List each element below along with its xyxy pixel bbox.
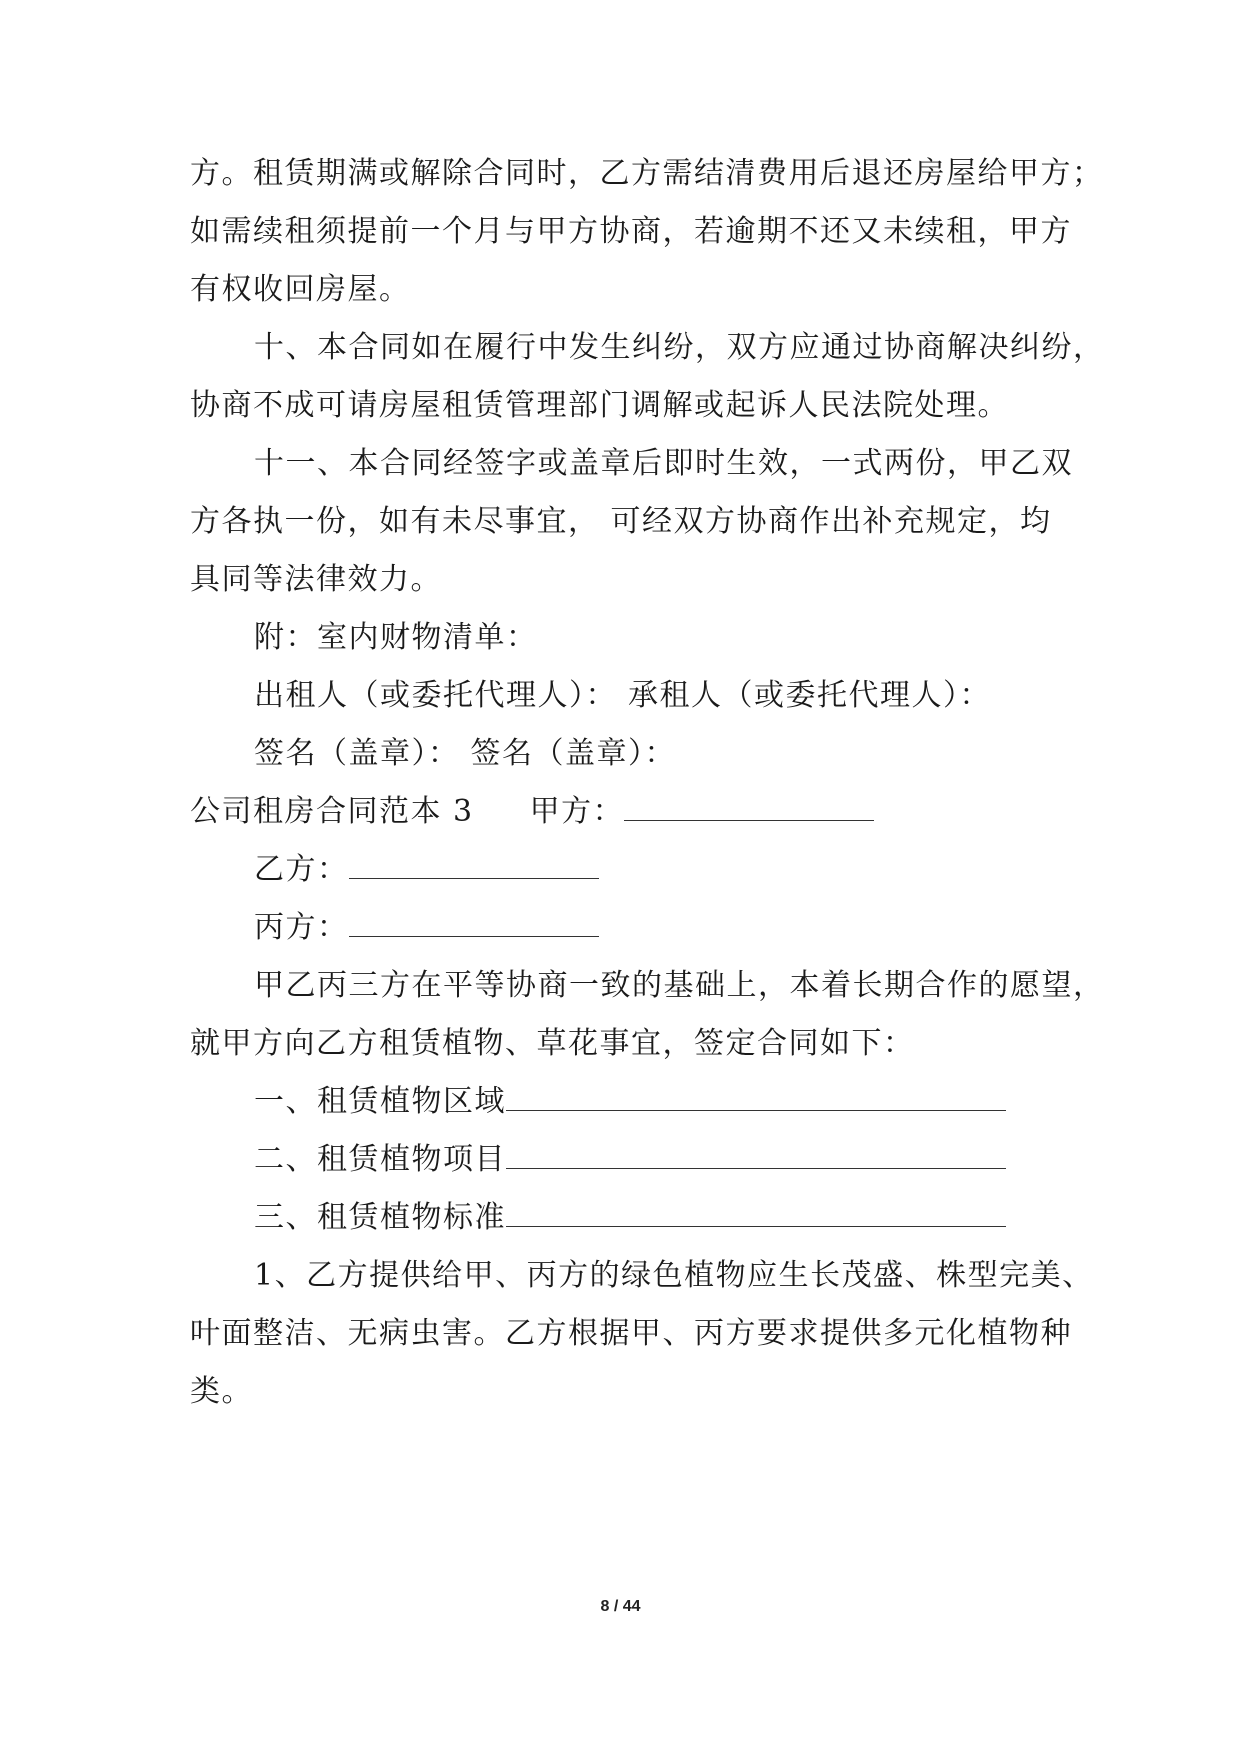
preamble-line: 就甲方向乙方租赁植物、草花事宜，签定合同如下： xyxy=(190,1026,915,1061)
rental-standard-label: 三、租赁植物标准 xyxy=(254,1200,506,1235)
party-b-blank xyxy=(349,852,599,879)
rental-items-line xyxy=(254,1140,1006,1180)
lessor-lessee-line: 出租人（或委托代理人）： 承租人（或委托代理人）： xyxy=(254,678,992,713)
contract-title: 公司租房合同范本 3 xyxy=(190,794,474,829)
paragraph-line: 如需续租须提前一个月与甲方协商，若逾期不还又未续租，甲方 xyxy=(190,214,1072,249)
rental-area-label: 一、租赁植物区域 xyxy=(254,1084,506,1119)
paragraph-line: 有权收回房屋。 xyxy=(190,272,411,307)
party-c-blank xyxy=(349,910,599,937)
standard-item-line: 叶面整洁、无病虫害。乙方根据甲、丙方要求提供多元化植物种 xyxy=(190,1316,1072,1351)
attachment-line: 附：室内财物清单： xyxy=(254,620,538,655)
party-a-blank xyxy=(624,794,874,821)
preamble-line: 甲乙丙三方在平等协商一致的基础上，本着长期合作的愿望， xyxy=(254,968,1105,1003)
party-b-line xyxy=(254,850,599,890)
party-c-label: 丙方： xyxy=(254,910,349,945)
clause-11-line: 方各执一份，如有未尽事宜， 可经双方协商作出补充规定，均 xyxy=(190,504,1052,539)
rental-items-label: 二、租赁植物项目 xyxy=(254,1142,506,1177)
clause-10-line: 十、本合同如在履行中发生纠纷，双方应通过协商解决纠纷， xyxy=(254,330,1105,365)
party-a-label: 甲方： xyxy=(529,794,625,829)
rental-items-blank xyxy=(506,1142,1006,1169)
rental-area-line xyxy=(254,1082,1006,1122)
standard-item-line: 1、乙方提供给甲、丙方的绿色植物应生长茂盛、株型完美、 xyxy=(254,1258,1094,1293)
party-c-line xyxy=(254,908,599,948)
rental-standard-blank xyxy=(506,1200,1006,1227)
rental-standard-line xyxy=(254,1198,1006,1238)
party-b-label: 乙方： xyxy=(254,852,349,887)
signature-line: 签名（盖章）： 签名（盖章）： xyxy=(254,736,677,771)
page-number: 8 / 44 xyxy=(600,1598,641,1615)
clause-10-line: 协商不成可请房屋租赁管理部门调解或起诉人民法院处理。 xyxy=(190,388,1009,423)
paragraph-line: 方。租赁期满或解除合同时，乙方需结清费用后退还房屋给甲方； xyxy=(190,156,1104,191)
standard-item-line: 类。 xyxy=(190,1374,253,1409)
clause-11-line: 十一、本合同经签字或盖章后即时生效，一式两份，甲乙双 xyxy=(254,446,1073,481)
clause-11-line: 具同等法律效力。 xyxy=(190,562,442,597)
contract-header-line xyxy=(190,792,874,832)
rental-area-blank xyxy=(506,1084,1006,1111)
